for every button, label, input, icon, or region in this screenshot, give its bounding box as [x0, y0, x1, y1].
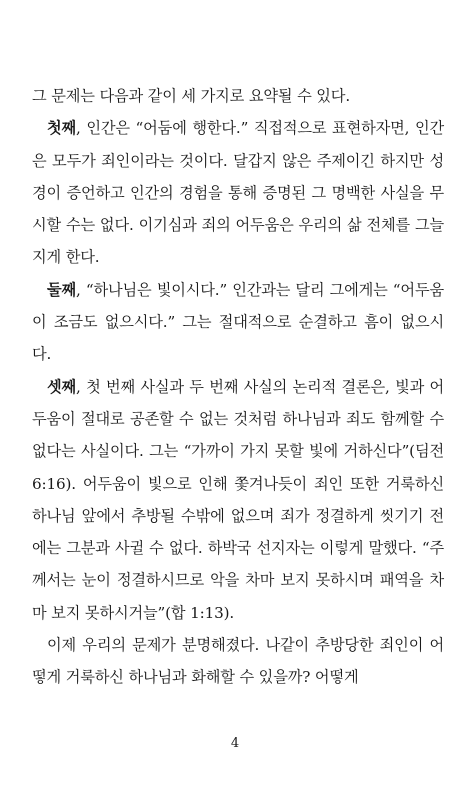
- paragraph-third: [32, 371, 444, 629]
- paragraph-conclusion: [32, 629, 444, 694]
- paragraph-first-lead: 첫째: [47, 119, 77, 138]
- page-number: 4: [230, 736, 240, 751]
- paragraph-second-text: , “하나님은 빛이시다.” 인간과는 달리 그에게는 “어두움이 조금도 없으시다.” 그는 절대적으로 순결하고 흠이 없으시다.: [32, 280, 444, 364]
- paragraph-third-text: , 첫 번째 사실과 두 번째 사실의 논리적 결론은, 빛과 어두움이 절대로 공존할 수 없는 것처럼 하나님과 죄도 함께할 수 없다는 사실이다. 그는 “가까이 가지 못할 빛에 거하신다”(딤전 6:16). 어두움이 빛으로 인해 쫓겨나듯이 죄인 또한 거룩하신 하나님 앞에서 추방될 수밖에 없으며 죄가 정결하게 씻기기 전에는 그분과 사귈 수 없다. 하박국 선지자는 이렇게 말했다. “주께서는 눈이 정결하시므로 악을 차마 보지 못하시며 패역을 차마 보지 못하시거늘”(합 1:13).: [32, 377, 444, 622]
- paragraph-intro: [32, 80, 444, 112]
- paragraph-intro-text: 그 문제는 다음과 같이 세 가지로 요약될 수 있다.: [32, 87, 351, 105]
- paragraph-first: [32, 112, 444, 273]
- paragraph-third-lead: 셋째: [47, 377, 77, 396]
- paragraph-second-lead: 둘째: [47, 280, 77, 299]
- paragraph-second: [32, 274, 444, 371]
- paragraph-first-text: , 인간은 “어둠에 행한다.” 직접적으로 표현하자면, 인간은 모두가 죄인이라는 것이다. 달갑지 않은 주제이긴 하지만 성경이 증언하고 인간의 경험을 통해 증명된 그 명백한 사실을 무시할 수는 없다. 이기심과 죄의 어두움은 우리의 삶 전체를 그늘지게 한다.: [32, 119, 444, 267]
- body-text: [32, 80, 444, 694]
- paragraph-conclusion-text: 이제 우리의 문제가 분명해졌다. 나같이 추방당한 죄인이 어떻게 거룩하신 하나님과 화해할 수 있을까? 어떻게: [32, 636, 444, 687]
